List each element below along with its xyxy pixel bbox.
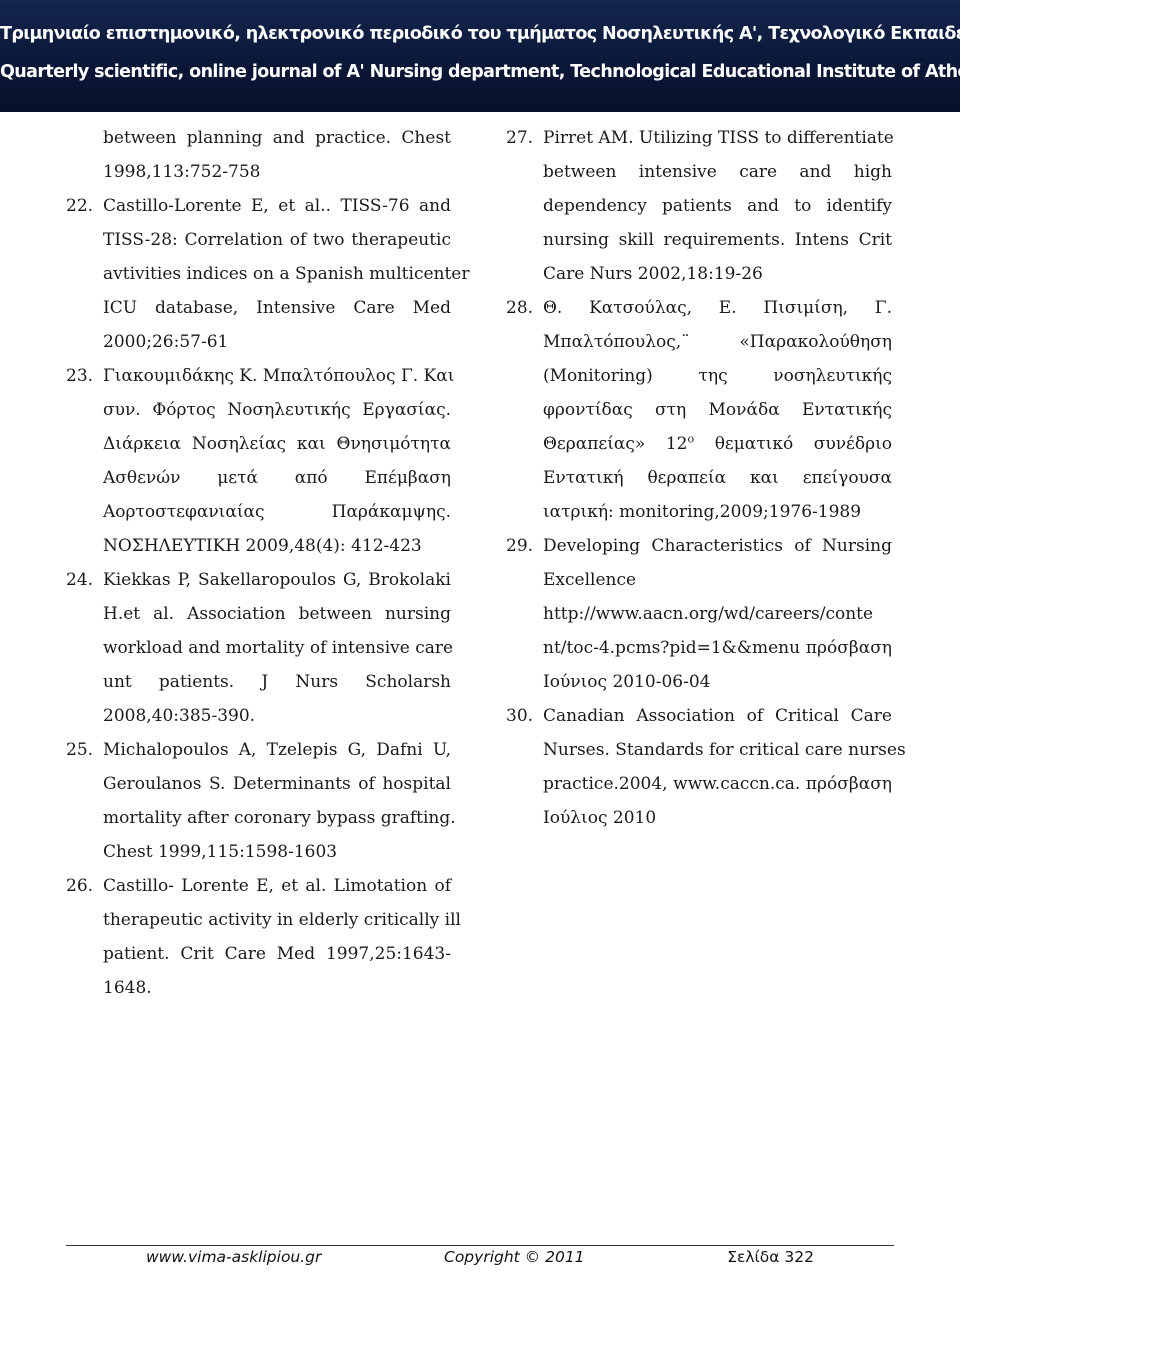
reference-line: nt/toc-4.pcms?pid=1&&menu πρόσβαση [543, 638, 892, 658]
reference-line: Ιούλιος 2010 [543, 808, 657, 828]
reference-line: Pirret AM. Utilizing TISS to differentiate [543, 128, 894, 148]
reference-line: Care Nurs 2002,18:19-26 [543, 264, 763, 284]
reference-text [543, 529, 892, 699]
journal-header-banner [0, 0, 1168, 112]
reference-continuation [66, 121, 451, 189]
reference-line: Nurses. Standards for critical care nurses [543, 740, 906, 760]
reference-number: 23. [66, 366, 94, 386]
reference-line: http://www.aacn.org/wd/careers/conte [543, 604, 874, 624]
page-footer [66, 1248, 894, 1272]
reference-text [103, 869, 461, 1005]
footer-website: www.vima-asklipiou.gr [146, 1248, 322, 1266]
reference-text [103, 359, 455, 563]
reference-text [103, 563, 454, 733]
reference-line: Castillo- Lorente E, et al. Limotation of [103, 876, 451, 896]
reference-item [506, 529, 892, 699]
reference-line: Εντατική θεραπεία και επείγουσα [543, 468, 892, 488]
reference-line: between planning and practice. Chest [103, 128, 451, 148]
reference-item [506, 121, 892, 291]
reference-line: patient. Crit Care Med 1997,25:1643- [103, 944, 451, 964]
reference-line: ΝΟΣΗΛΕΥΤΙΚΗ 2009,48(4): 412-423 [103, 536, 422, 556]
reference-line: Geroulanos S. Determinants of hospital [103, 774, 451, 794]
reference-item [66, 869, 461, 1005]
footer-divider [66, 1245, 894, 1246]
reference-line: practice.2004, www.caccn.ca. πρόσβαση [543, 774, 892, 794]
reference-number: 24. [66, 570, 94, 590]
reference-line: dependency patients and to identify [543, 196, 892, 216]
reference-line: Γιακουμιδάκης Κ. Μπαλτόπουλος Γ. Και [103, 366, 455, 386]
reference-number: 29. [506, 536, 534, 556]
reference-number: 30. [506, 706, 534, 726]
reference-line: συν. Φόρτος Νοσηλευτικής Εργασίας. [103, 400, 451, 420]
reference-line: 1648. [103, 978, 152, 998]
reference-line: Θεραπείας» $12^o$ θεματικό συνέδριο [543, 432, 892, 454]
reference-line: Excellence [543, 570, 637, 590]
reference-line: 2000;26:57-61 [103, 332, 229, 352]
reference-line: Διάρκεια Νοσηλείας και Θνησιμότητα [103, 434, 451, 454]
reference-line: Castillo-Lorente E, et al.. TISS-76 and [103, 196, 451, 216]
left-column [66, 121, 470, 1005]
reference-text [543, 291, 892, 529]
reference-line: Michalopoulos A, Tzelepis G, Dafni U, [103, 740, 451, 760]
reference-line: Ιούνιος 2010-06-04 [543, 672, 711, 692]
reference-line: Θ. Κατσούλας, Ε. Πισιμίση, Γ. [543, 298, 892, 318]
reference-line: therapeutic activity in elderly critically ill [103, 910, 461, 930]
reference-line: 2008,40:385-390. [103, 706, 256, 726]
reference-text [103, 733, 456, 869]
reference-line: Chest 1999,115:1598-1603 [103, 842, 338, 862]
reference-line: H.et al. Association between nursing [103, 604, 451, 624]
reference-number: 26. [66, 876, 94, 896]
superscript-ordinal: ο [687, 432, 695, 446]
reference-line: nursing skill requirements. Intens Crit [543, 230, 892, 250]
right-column [506, 121, 906, 835]
reference-line: ICU database, Intensive Care Med [103, 298, 451, 318]
reference-item [66, 563, 454, 733]
reference-text [543, 699, 906, 835]
reference-line: TISS-28: Correlation of two therapeutic [103, 230, 451, 250]
reference-line: ιατρική: monitoring,2009;1976-1989 [543, 502, 862, 522]
header-greek-title: Τριμηνιαίο επιστημονικό, ηλεκτρονικό περιοδικό του τμήματος Νοσηλευτικής Α', Τεχνολογικό Εκπαιδευτικό Ίδρυμα Αθηνών [0, 24, 1168, 44]
reference-number: 27. [506, 128, 534, 148]
reference-line: Kiekkas P, Sakellaropoulos G, Brokolaki [103, 570, 451, 590]
reference-line: Developing Characteristics of Nursing [543, 536, 892, 556]
reference-line: between intensive care and high [543, 162, 892, 182]
reference-item [66, 189, 470, 359]
reference-line: avtivities indices on a Spanish multicenter [103, 264, 470, 284]
footer-page-number: Σελίδα 322 [727, 1248, 814, 1266]
reference-line: φροντίδας στη Μονάδα Εντατικής [543, 400, 892, 420]
reference-item [506, 291, 892, 529]
reference-line: Ασθενών μετά από Επέμβαση [103, 468, 451, 488]
reference-text [543, 121, 892, 291]
reference-item [66, 733, 456, 869]
reference-item [506, 699, 906, 835]
reference-line: mortality after coronary bypass grafting. [103, 808, 456, 828]
header-english-title: Quarterly scientific, online journal of A' Nursing department, Technological Educational Institute of Athens [0, 62, 991, 82]
reference-item [66, 359, 455, 563]
reference-number: 28. [506, 298, 534, 318]
reference-line: (Monitoring) της νοσηλευτικής [543, 366, 892, 386]
reference-line: unt patients. J Nurs Scholarsh [103, 672, 451, 692]
reference-line: Canadian Association of Critical Care [543, 706, 892, 726]
reference-line: workload and mortality of intensive care [103, 638, 454, 658]
reference-line: Αορτοστεφανιαίας Παράκαμψης. [103, 502, 451, 522]
reference-line: Μπαλτόπουλος,¨ «Παρακολούθηση [543, 332, 892, 352]
footer-copyright: Copyright © 2011 [444, 1248, 585, 1266]
reference-line: 1998,113:752-758 [103, 162, 261, 182]
reference-number: 22. [66, 196, 94, 216]
reference-number: 25. [66, 740, 94, 760]
reference-text [103, 189, 470, 359]
